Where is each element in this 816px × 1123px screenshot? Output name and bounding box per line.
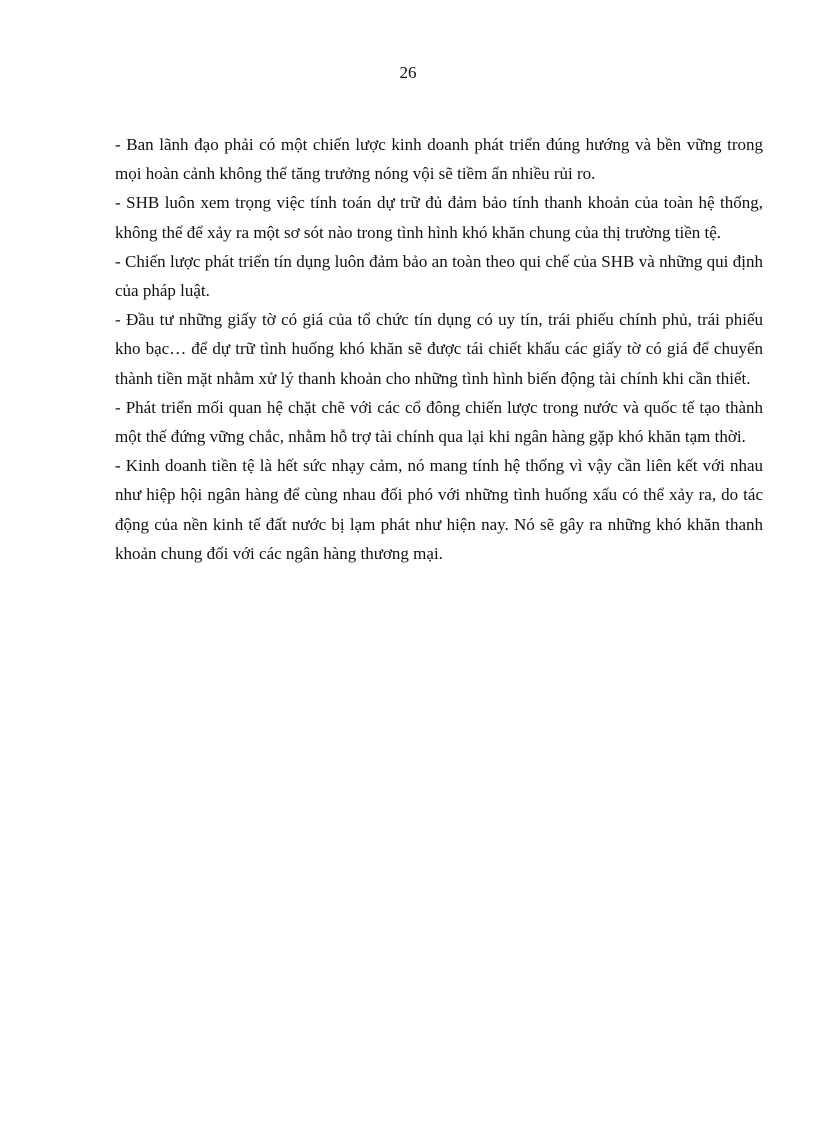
paragraph-liquidity-reserve: - SHB luôn xem trọng việc tính toán dự trữ đủ đảm bảo tính thanh khoản của toàn hệ thống, không thể để xảy ra một sơ sót nào trong tình hình khó khăn chung của thị trường tiền tệ.	[115, 193, 763, 242]
paragraph-credit-strategy: - Chiến lược phát triển tín dụng luôn đảm bảo an toàn theo qui chế của SHB và những qui định của pháp luật.	[115, 251, 763, 301]
page-number: 26	[399, 63, 417, 82]
document-body	[115, 130, 763, 568]
paragraph-securities-investment: - Đầu tư những giấy tờ có giá của tổ chức tín dụng có uy tín, trái phiếu chính phủ, trái phiếu kho bạc… để dự trữ tình huống khó khăn sẽ được tái chiết khấu các giấy tờ có giá để chuyển thành tiền mặt nhằm xử lý thanh khoản cho những tình hình biến động tài chính khi cần thiết.	[115, 310, 763, 388]
paragraph-banking-association: - Kinh doanh tiền tệ là hết sức nhạy cảm, nó mang tính hệ thống vì vậy cần liên kết với nhau như hiệp hội ngân hàng để cùng nhau đối phó với những tình huống xấu có thể xảy ra, do tác động của nền kinh tế đất nước bị lạm phát như hiện nay. Nó sẽ gây ra những khó khăn thanh khoản chung đối với các ngân hàng thương mại.	[115, 456, 763, 563]
paragraph-leadership-strategy: - Ban lãnh đạo phải có một chiến lược kinh doanh phát triển đúng hướng và bền vững trong mọi hoàn cảnh không thể tăng trưởng nóng vội sẽ tiềm ẩn nhiều rủi ro.	[115, 135, 763, 184]
paragraph-shareholder-relations: - Phát triển mối quan hệ chặt chẽ với các cổ đông chiến lược trong nước và quốc tế tạo thành một thế đứng vững chắc, nhằm hỗ trợ tài chính qua lại khi ngân hàng gặp khó khăn tạm thời.	[115, 397, 763, 447]
